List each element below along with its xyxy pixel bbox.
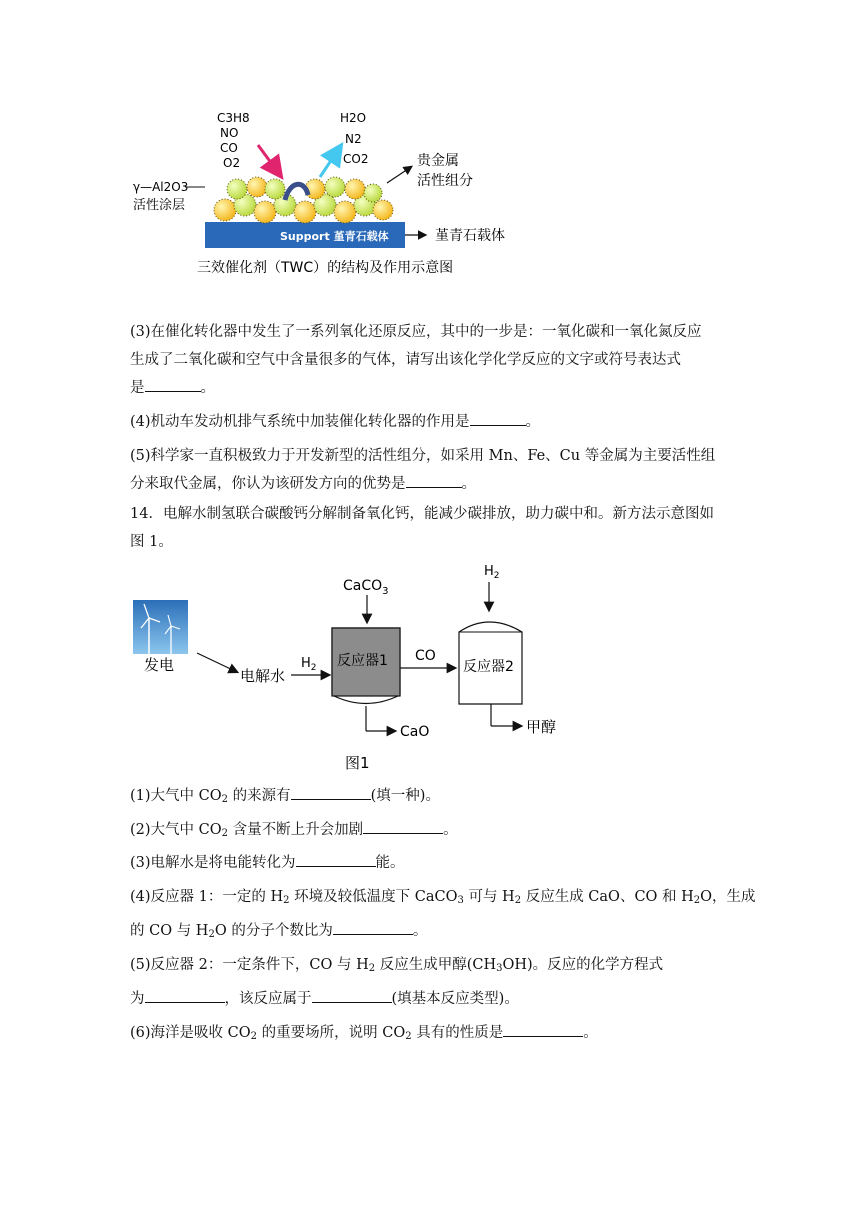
q14-4-line2: 的 CO 与 $H_2O$ 的分子个数比为 。 — [130, 920, 750, 946]
methanol-label: 甲醇 — [526, 718, 557, 736]
reactant-c3h8: C3H8 — [217, 111, 250, 125]
reactor2-label: 反应器2 — [463, 659, 514, 675]
noble-metal-arrow — [387, 167, 411, 183]
answer-blank[interactable] — [363, 819, 443, 834]
answer-blank[interactable] — [145, 377, 201, 392]
electrolysis-label: 电解水 — [240, 667, 286, 685]
reactant-o2: O2 — [223, 156, 241, 170]
q14-5-line1: (5)反应器 2：一定条件下，CO 与 $H_2$ 反应生成甲醇$(CH_3OH)$。反应的化学方程式 — [130, 957, 664, 974]
product-co2: CO2 — [343, 152, 369, 166]
q14-stem-line2: 图 1。 — [130, 534, 173, 550]
figure-1-caption: 图1 — [345, 754, 370, 772]
answer-blank[interactable] — [296, 852, 376, 867]
power-label: 发电 — [144, 656, 175, 674]
support-bar-label: Support 堇青石载体 — [280, 230, 389, 243]
answer-blank[interactable] — [312, 988, 392, 1003]
reactor1-label: 反应器1 — [337, 653, 388, 669]
q13-4: (4)机动车发动机排气系统中加装催化转化器的作用是 。 — [130, 411, 750, 433]
twc-structure-figure — [125, 105, 525, 285]
answer-blank[interactable] — [406, 473, 462, 488]
answer-blank[interactable] — [503, 1022, 583, 1037]
q14-1: (1)大气中 $CO_2$ 的来源有 (填一种)。 — [130, 785, 750, 811]
h2-top-label: $H_2$ — [484, 564, 500, 581]
q13-5-line2: 分来取代金属，你认为该研发方向的优势是 。 — [130, 473, 750, 495]
q13-3-line2: 生成了二氧化碳和空气中含量很多的气体，请写出该化学化学反应的文字或符号表达式 — [130, 352, 681, 368]
twc-caption: 三效催化剂（TWC）的结构及作用示意图 — [197, 260, 454, 276]
active-component-label: 活性组分 — [417, 173, 473, 189]
co-label: CO — [415, 648, 436, 664]
wind-turbine-image — [133, 600, 188, 654]
answer-blank[interactable] — [291, 785, 371, 800]
q13-3-line1: (3)在催化转化器中发生了一系列氧化还原反应，其中的一步是：一氧化碳和一氧化氮反应 — [130, 324, 702, 340]
reactant-no: NO — [220, 126, 239, 140]
q14-3: (3)电解水是将电能转化为 能。 — [130, 852, 750, 874]
noble-metal-label: 贵金属 — [417, 153, 459, 169]
cao-label: CaO — [400, 724, 430, 740]
support-label: 堇青石载体 — [435, 228, 505, 244]
caco3-label: CaCO$_3$ — [343, 578, 389, 597]
figure-1-process-diagram — [125, 560, 570, 780]
q14-5-line2: 为 ，该反应属于 (填基本反应类型)。 — [130, 988, 750, 1010]
product-arrow — [320, 147, 340, 177]
product-h2o: H2O — [340, 111, 367, 125]
answer-blank[interactable] — [333, 920, 413, 935]
q13-3-line3: 是 。 — [130, 377, 750, 399]
reactant-arrow — [258, 145, 280, 175]
alumina-label: γ—Al2O3 — [133, 180, 189, 194]
h2-label: $H_2$ — [301, 656, 317, 673]
arrow-to-electrolysis — [197, 653, 237, 672]
reactant-co: CO — [220, 141, 238, 155]
q14-6: (6)海洋是吸收 $CO_2$ 的重要场所，说明 $CO_2$ 具有的性质是 。 — [130, 1022, 750, 1048]
q14-2: (2)大气中 $CO_2$ 含量不断上升会加剧 。 — [130, 819, 750, 845]
product-n2: N2 — [345, 132, 362, 146]
answer-blank[interactable] — [145, 988, 225, 1003]
q14-4-line1: (4)反应器 1：一定的 $H_2$ 环境及较低温度下 CaCO$_3$ 可与 $H_2$ 反应生成 CaO、CO 和 $H_2O$，生成 — [130, 889, 756, 906]
coating-label: 活性涂层 — [133, 198, 186, 213]
q14-stem-line1: 14．电解水制氢联合碳酸钙分解制备氧化钙，能减少碳排放，助力碳中和。新方法示意图如 — [130, 506, 714, 522]
q13-5-line1: (5)科学家一直积极致力于开发新型的活性组分，如采用 Mn、Fe、Cu 等金属为主要活性组 — [130, 448, 716, 464]
answer-blank[interactable] — [470, 411, 526, 426]
